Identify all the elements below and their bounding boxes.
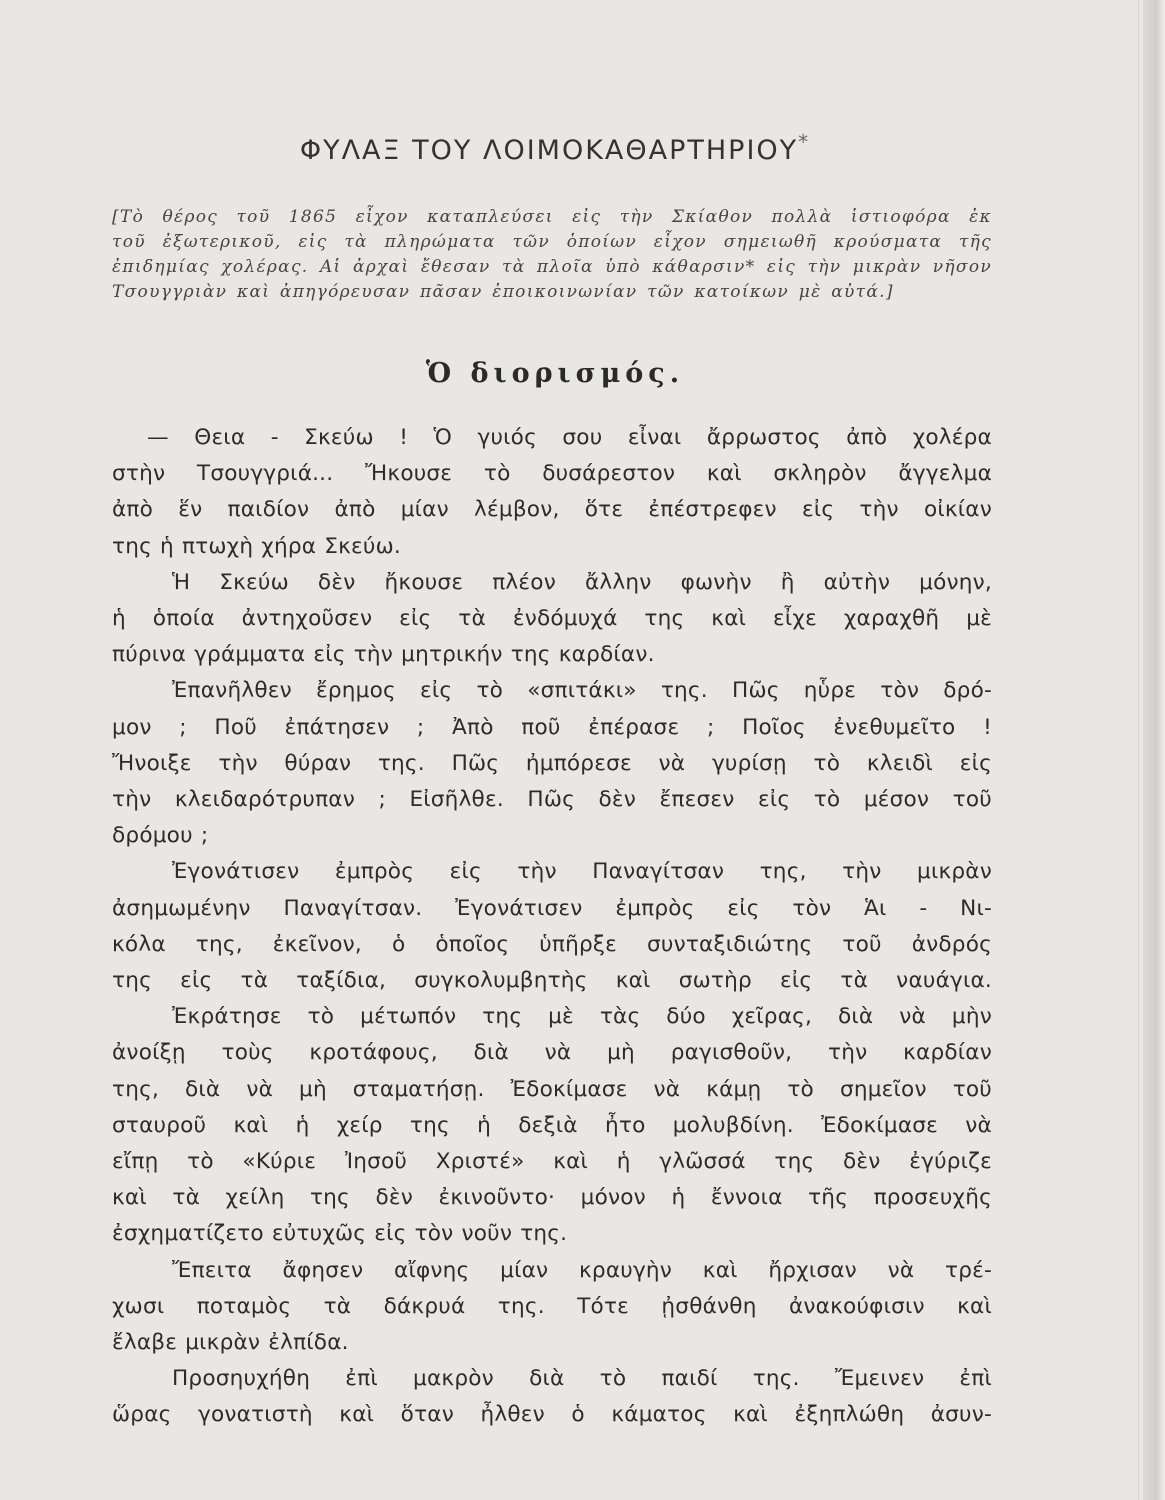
body-line: ἐσχηματίζετο εὐτυχῶς εἰς τὸν νοῦν της. <box>112 1221 568 1247</box>
body-line: της εἰς τὰ ταξίδια, συγκολυμβητὴς καὶ σωτὴρ εἰς τὰ ναυάγια. <box>112 968 992 994</box>
intro-line: Τσουγγριὰν καὶ ἀπηγόρευσαν πᾶσαν ἐποικοινωνίαν τῶν κατοίκων μὲ αὐτά.] <box>112 282 894 302</box>
page-divider <box>1138 0 1139 1500</box>
body-line: Ἐπανῆλθεν ἔρημος εἰς τὸ «σπιτάκι» της. Πῶς ηὗρε τὸν δρό- <box>172 678 992 704</box>
body-line: μον ; Ποῦ ἐπάτησεν ; Ἀπὸ ποῦ ἐπέρασε ; Ποῖος ἐνεθυμεῖτο ! <box>112 714 992 740</box>
body-line: ἀνοίξῃ τοὺς κροτάφους, διὰ νὰ μὴ ραγισθοῦν, τὴν καρδίαν <box>112 1040 992 1066</box>
body-line: δρόμου ; <box>112 823 209 849</box>
body-line: ὥρας γονατιστὴ καὶ ὅταν ἦλθεν ὁ κάματος καὶ ἐξηπλώθη ἀσυν- <box>112 1402 992 1428</box>
body-line: πύρινα γράμματα εἰς τὴν μητρικήν της καρδίαν. <box>112 642 655 668</box>
page-edge <box>1143 0 1165 1500</box>
body-line: Ἐκράτησε τὸ μέτωπόν της μὲ τὰς δύο χεῖρας, διὰ νὰ μὴν <box>172 1004 992 1030</box>
intro-line: τοῦ ἐξωτερικοῦ, εἰς τὰ πληρώματα τῶν ὁποίων εἶχον σημειωθῆ κρούσματα τῆς <box>112 232 992 252</box>
body-line: στὴν Τσουγγριά... Ἤκουσε τὸ δυσάρεστον καὶ σκληρὸν ἄγγελμα <box>112 461 992 487</box>
body-line: ἡ ὁποία ἀντηχοῦσεν εἰς τὰ ἐνδόμυχά της καὶ εἶχε χαραχθῆ μὲ <box>112 606 992 632</box>
footnote-mark: * <box>798 130 811 154</box>
page-title <box>0 130 1110 166</box>
body-line: εἴπῃ τὸ «Κύριε Ἰησοῦ Χριστέ» καὶ ἡ γλῶσσά της δὲν ἐγύριζε <box>112 1149 992 1175</box>
title-text: ΦΥΛΑΞ ΤΟΥ ΛΟΙΜΟΚΑΘΑΡΤΗΡΙΟΥ <box>299 135 799 166</box>
body-line: Ἤνοιξε τὴν θύραν της. Πῶς ἠμπόρεσε νὰ γυρίσῃ τὸ κλειδὶ εἰς <box>112 750 992 776</box>
body-line: τὴν κλειδαρότρυπαν ; Εἰσῆλθε. Πῶς δὲν ἔπεσεν εἰς τὸ μέσον τοῦ <box>112 787 992 813</box>
body-line: Ἔπειτα ἄφησεν αἴφνης μίαν κραυγὴν καὶ ἤρχισαν νὰ τρέ- <box>172 1257 992 1283</box>
intro-line: ἐπιδημίας χολέρας. Αἱ ἀρχαὶ ἔθεσαν τὰ πλοῖα ὑπὸ κάθαρσιν* εἰς τὴν μικρὰν νῆσον <box>112 257 992 277</box>
body-text <box>112 420 992 1434</box>
body-line: ἀπὸ ἕν παιδίον ἀπὸ μίαν λέμβον, ὅτε ἐπέστρεφεν εἰς τὴν οἰκίαν <box>112 497 992 523</box>
body-line: της ἡ πτωχὴ χήρα Σκεύω. <box>112 533 401 559</box>
body-line: — Θεια - Σκεύω ! Ὁ γυιός σου εἶναι ἄρρωστος ἀπὸ χολέρα <box>147 425 992 450</box>
body-line: καὶ τὰ χείλη της δὲν ἐκινοῦντο· μόνον ἡ ἔννοια τῆς προσευχῆς <box>112 1185 992 1211</box>
section-heading: Ὁ διορισμός. <box>425 358 685 389</box>
body-line: ἔλαβε μικρὰν ἐλπίδα. <box>112 1330 349 1356</box>
intro-note <box>112 205 992 305</box>
intro-line: [Τὸ θέρος τοῦ 1865 εἶχον καταπλεύσει εἰς τὴν Σκίαθον πολλὰ ἱστιοφόρα ἐκ <box>112 207 992 227</box>
body-line: ἀσημωμένην Παναγίτσαν. Ἐγονάτισεν ἐμπρὸς εἰς τὸν Ἁι - Νι- <box>112 895 992 921</box>
body-line: σταυροῦ καὶ ἡ χείρ της ἡ δεξιὰ ἦτο μολυβδίνη. Ἐδοκίμασε νὰ <box>112 1112 992 1138</box>
body-line: κόλα της, ἐκεῖνον, ὁ ὁποῖος ὑπῆρξε συνταξιδιώτης τοῦ ἀνδρός <box>112 931 992 957</box>
body-line: χωσι ποταμὸς τὰ δάκρυά της. Τότε ᾐσθάνθη ἀνακούφισιν καὶ <box>112 1293 992 1319</box>
body-line: Προσηυχήθη ἐπὶ μακρὸν διὰ τὸ παιδί της. Ἔμεινεν ἐπὶ <box>172 1366 992 1392</box>
body-line: της, διὰ νὰ μὴ σταματήσῃ. Ἐδοκίμασε νὰ κάμῃ τὸ σημεῖον τοῦ <box>112 1076 992 1102</box>
body-line: Ἡ Σκεύω δὲν ἤκουσε πλέον ἄλλην φωνὴν ἢ αὐτὴν μόνην, <box>172 569 992 595</box>
body-line: Ἐγονάτισεν ἐμπρὸς εἰς τὴν Παναγίτσαν της, τὴν μικρὰν <box>172 859 992 885</box>
